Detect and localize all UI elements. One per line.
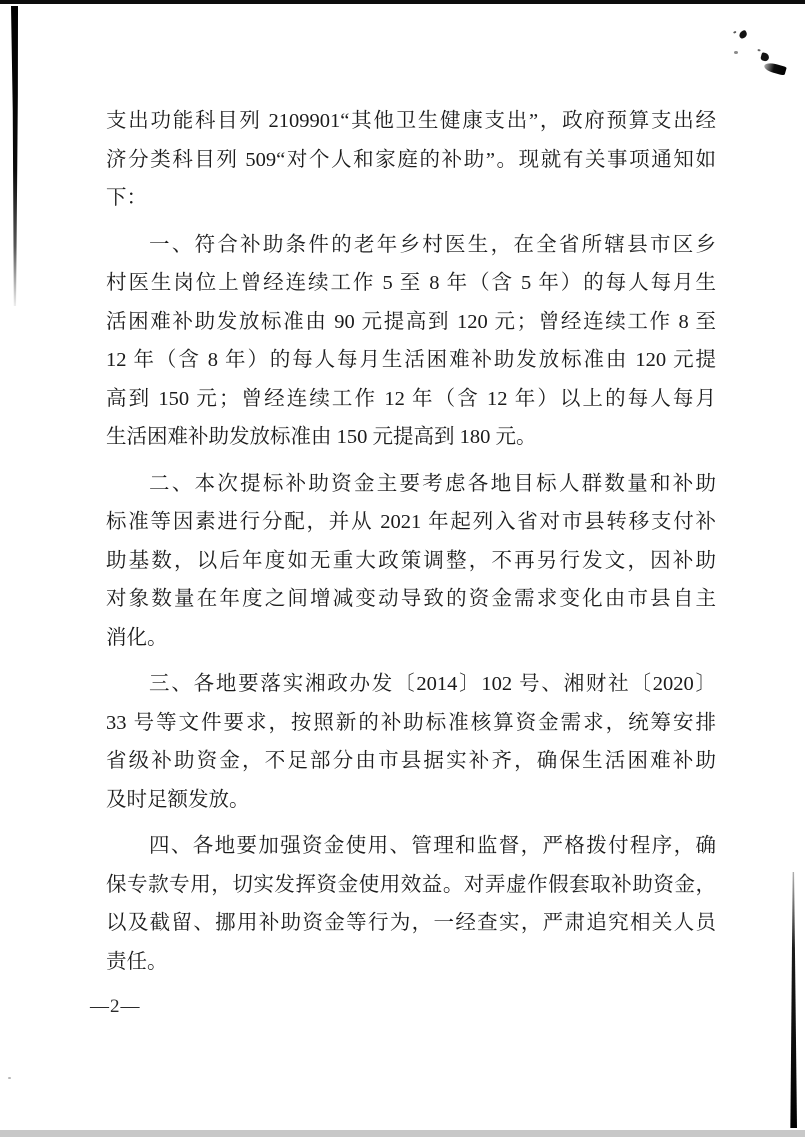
text-line: 责任。: [106, 950, 168, 973]
text-line: 33 号等文件要求，按照新的补助标准核算资金需求，统筹安排: [106, 711, 716, 734]
text-line: 对象数量在年度之间增减变动导致的资金需求变化由市县自主: [106, 588, 716, 610]
text-line: 二、本次提标补助资金主要考虑各地目标人群数量和补助: [149, 472, 716, 495]
paragraph-4: [106, 827, 716, 981]
text-line: 高到 150 元；曾经连续工作 12 年（含 12 年）以上的每人每月: [106, 387, 716, 410]
paragraph-3: [106, 665, 716, 819]
text-line: 标准等因素进行分配，并从 2021 年起列入省对市县转移支付补: [106, 511, 716, 533]
scan-edge-right-bar: [790, 872, 797, 1128]
text-line: 消化。: [106, 626, 168, 649]
ink-speck: [734, 51, 738, 54]
text-line: 村医生岗位上曾经连续工作 5 至 8 年（含 5 年）的每人每月生: [106, 272, 716, 294]
text-line: 活困难补助发放标准由 90 元提高到 120 元；曾经连续工作 8 至: [106, 310, 716, 333]
text-line: 生活困难补助发放标准由 150 元提高到 180 元。: [106, 426, 537, 448]
text-line: 四、各地要加强资金使用、管理和监督，严格拨付程序，确: [149, 835, 716, 857]
ink-smudge: [763, 61, 787, 76]
scan-edge-bottom-strip: [0, 1130, 805, 1137]
text-line: 支出功能科目列 2109901“其他卫生健康支出”，政府预算支出经: [106, 110, 716, 132]
ink-speck: [760, 52, 770, 62]
text-line: 助基数，以后年度如无重大政策调整，不再另行发文，因补助: [106, 549, 716, 572]
text-line: 济分类科目列 509“对个人和家庭的补助”。现就有关事项通知如: [106, 148, 716, 171]
paragraph-0: [106, 102, 716, 218]
scan-edge-left-bar: [11, 6, 18, 306]
text-line: 省级补助资金，不足部分由市县据实补齐，确保生活困难补助: [106, 750, 716, 772]
text-line: 下：: [106, 187, 147, 209]
document-body: [106, 102, 716, 981]
text-line: 以及截留、挪用补助资金等行为，一经查实，严肃追究相关人员: [106, 912, 716, 934]
text-line: 三、各地要落实湘政办发〔2014〕102 号、湘财社〔2020〕: [149, 673, 716, 695]
text-line: 保专款专用，切实发挥资金使用效益。对弄虚作假套取补助资金，: [106, 873, 716, 896]
text-line: 12 年（含 8 年）的每人每月生活困难补助发放标准由 120 元提: [106, 349, 716, 371]
text-line: 及时足额发放。: [106, 788, 250, 811]
text-line: 一、符合补助条件的老年乡村医生，在全省所辖县市区乡: [149, 233, 716, 256]
scan-edge-top-strip: [0, 0, 805, 4]
ink-speck: [738, 30, 748, 40]
page-number: —2—: [90, 996, 141, 1017]
paragraph-2: [106, 465, 716, 658]
paragraph-1: [106, 226, 716, 457]
scan-dust-dot: [8, 1077, 11, 1079]
